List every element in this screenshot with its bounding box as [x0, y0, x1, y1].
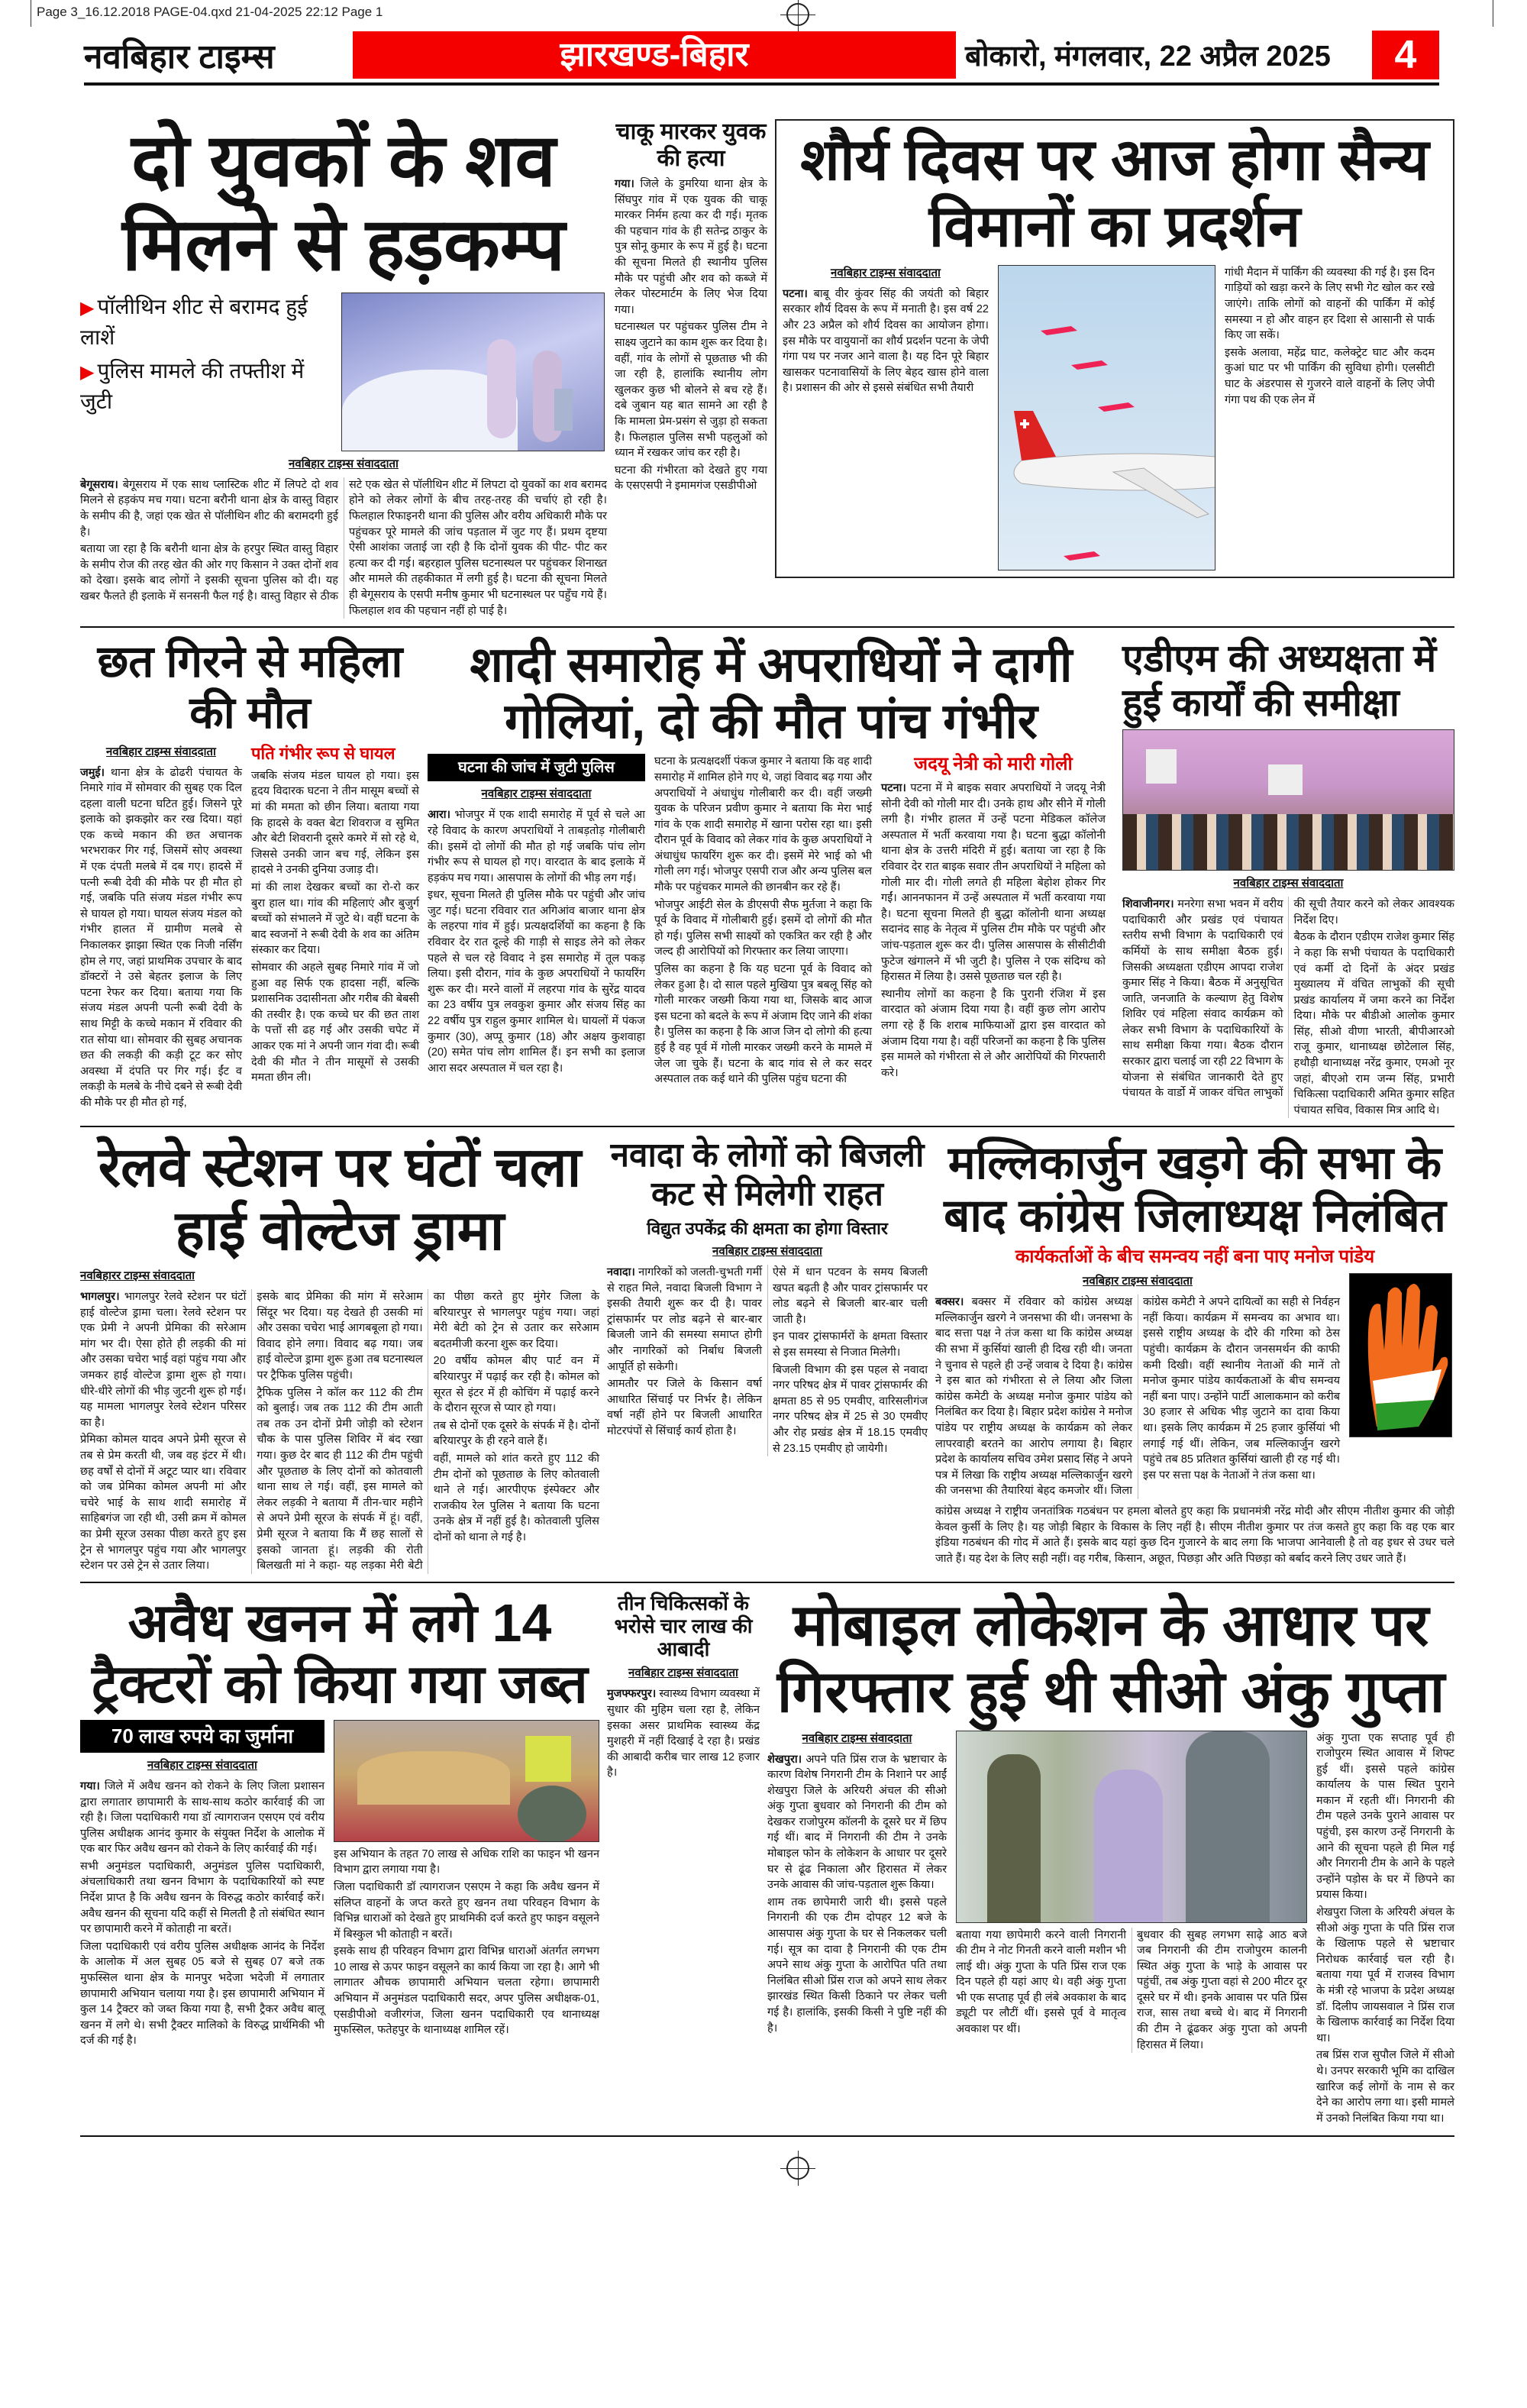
- story-body: [881, 781, 1106, 1082]
- triangle-bullet-icon: ▶: [80, 297, 95, 318]
- story-body: [767, 1752, 947, 2038]
- story-columns: [80, 1720, 599, 2051]
- hand-symbol-icon: [1350, 1274, 1452, 1437]
- paragraph: गया। जिले में अवैध खनन को रोकने के लिए जिला प्रशासन द्वारा लगातार छापामारी के साथ-साथ कठोर कार्रवाई की जा रही है। जिला पदाधिकारी गया डॉ त्यागराजन एसएम एवं वरीय पुलिस अधीक्षक आनंद कुमार के संयुक्त निर्देश के आलोक में एक बार फिर अवैध खनन को रोकने के लिए कार्रवाई की गई।: [80, 1779, 324, 1856]
- paragraph: 20 वर्षीय कोमल बीए पार्ट वन में बरियारपुर में पढ़ाई कर रही है। कोमल को सूरत से इंटर में ही कोचिंग में पढ़ाई करने के दौरान सूरज से प्यार हो गया।: [433, 1355, 599, 1415]
- story-knife-murder: [615, 119, 767, 496]
- paragraph: पटना। पटना में मे बाइक सवार अपराधियों ने जदयू नेत्री सोनी देवी को गोली मार दी। उनके हाथ और सीने में गोली लगी है। गंभीर हालत में उन्हें पटना मेडिकल कॉलेज अस्पताल में भर्ती करवाया गया है। घटना बुद्धा कॉलोनी थाना क्षेत्र के उत्तरी मंदिरी में हुई। बताया जा रहा है कि रविवार देर रात बाइक सवार तीन अपराधियों ने महिला को गोली मार दी। गोली लगते ही महिला बेहोश होकर गिर गईं। आननफानन में उन्हें अस्पताल में भर्ती करवाया गया है। घटना सूचना मिलते ही बुद्धा कॉलोनी थाना अध्यक्ष सदानंद साह के नेतृत्व में पुलिस टीम मौके पर पहुंची और जांच-पड़ताल शुरू कर दी। पुलिस आसपास के सीसीटीवी फुटेज खंगालने में भी जुटी है। पुलिस ने एक संदिग्ध को हिरासत में लिया है। उससे पूछताछ चल रही है।: [881, 782, 1106, 984]
- aircraft-illustration: [999, 266, 1215, 570]
- paragraph: बेगूसराय। बेगूसराय में एक साथ प्लास्टिक शीट में लिपटे दो शव मिलने से हड़कंप मच गया। घटना बरौनी थाना क्षेत्र के वास्तु विहार के समीप की है, जहां एक खेत से पॉलीथिन शीट की बरामदगी हुई है।: [80, 478, 338, 538]
- paragraph: कांग्रेस अध्यक्ष ने राष्ट्रीय जनतांत्रिक गठबंधन पर हमला बोलते हुए कहा कि प्रधानमंत्री नरेंद्र मोदी और सीएम नीतीश कुमार की जोड़ी केवल कुर्सी के लिए है। यह जोड़ी बिहार के विकास के लिए नहीं है। सीएम नीतीश कुमार पर तंज कसते हुए कहा कि वह एक बार इंडिया गठबंधन की गोद में आते हैं। इसके बाद यहां कुछ दिन गुजारने के बाद लगा कि भाजपा आनेवाली है तो वह इधर से उधर चले जाते हैं। यह देश के लिए सही नहीं। वह गरीब, किसान, अछूत, पिछड़ा और अति पिछड़ा को बर्बाद करने लिए उधर जाते हैं।: [935, 1505, 1454, 1565]
- subheadline: विद्युत उपकेंद्र की क्षमता का होगा विस्तार: [647, 1218, 888, 1238]
- story-adm-review: [1122, 637, 1454, 1118]
- headline: नवादा के लोगों को बिजली कट से मिलेगी राहत: [610, 1136, 925, 1214]
- headline: शादी समारोह में अपराधियों ने दागी गोलियां, दो की मौत पांच गंभीर: [470, 637, 1073, 748]
- story-body: [956, 1928, 1307, 2054]
- subheadline: पति गंभीर रूप से घायल: [251, 743, 395, 763]
- byline: नवबिहार टाइम्स संवाददाता: [289, 457, 399, 470]
- headline: तीन चिकित्सकों के भरोसे चार लाख की आबादी: [614, 1591, 753, 1660]
- story-columns: [80, 744, 420, 1113]
- paragraph: बक्सर। बक्सर में रविवार को कांग्रेस अध्यक्ष मल्लिकार्जुन खरगे ने जनसभा की थी। जनसभा के बाद सत्ता पक्ष ने तंज कसा था कि कांग्रेस अध्यक्ष की सभा में कुर्सियां खाली ही दिख रही थी। जनता ने चुनाव से पहले ही उन्हें जवाब दे दिया है। कांग्रेस ने इस बात को गंभीरता से ले लिया और जिला कांग्रेस कमेटी के अध्यक्ष मनोज कुमार पांडेय को निलंबित कर दिया है। बिहार प्रदेश कांग्रेस ने मनोज पांडेय पर राष्ट्रीय अध्यक्ष के कार्यक्रम को लेकर लापरवाही बरतने का आरोप लगाया है। बिहार प्रदेश के कार्यालय सचिव उमेश प्रसाद सिंह ने अपने पत्र में लिखा कि राष्ट्रीय अध्यक्ष मल्लिकार्जुन खरगे की जनसभा की तैयारियां बेहद कमजोर थीं। जिला कांग्रेस कमेटी ने अपने दायित्वों का सही से निर्वहन नहीं किया। कार्यक्रम में समन्वय का अभाव था। इससे राष्ट्रीय अध्यक्ष के दौरे की गरिमा को ठेस पहुंची। कार्यक्रम के दौरान जनसमर्थन की काफी कमी दिखी। वहीं स्थानीय नेताओं की मानें तो मनोज कुमार पांडेय कार्यकताओं के बीच समन्वय नहीं बना पाए। उन्होंने पार्टी आलाकमान को करीब 30 हजार से अधिक भीड़ जुटाने का दावा किया था। इसके लिए कार्यक्रम में 25 हजार कुर्सियां भी लगाई गई थीं। लेकिन, जब मल्लिकार्जुन खरगे पहुंचे तब 85 प्रतिशत कुर्सियां खाली ही रह गई थी। इस पर सत्ता पक्ष के नेताओं ने तंज कसा था।: [935, 1296, 1340, 1498]
- paragraph: बताया जा रहा है कि बरौनी थाना क्षेत्र के हरपुर स्थित वास्तु विहार के समीप रोज की तरह खेत की ओर गए किसान ने उक्त दोनों शव को देखा। इसके बाद लोगों ने इसकी सूचना पुलिस को दी। यह खबर फैलते ही इलाके में सनसनी फैल गई है। वास्तु विहार से ठीक सटे एक खेत से पॉलीथिन शीट में लिपटा दो युवकों का शव बरामद होने को लेकर लोगों के बीच तरह-तरह की चर्चाएं हो रही है। फिलहाल रिफाइनरी थाना की पुलिस और वरीय अधिकारी मौके पर पहुंचकर पूरे मामले की जांच पड़ताल में जुट गए हैं। प्रथम दृष्टया ऐसी आशंका जताई जा रही है कि दोनों युवक की पीट- पीट कर हत्या कर दी गई। बहरहाल पुलिस घटनास्थल पर पहुंचकर शिनाख्त और मामले की तहकीकात में लगी हुई है। घटना की सूचना मिलते ही बेगूसराय के एसपी मनीष कुमार भी घटनास्थल पर पहुँच गये हैं। फिलहाल शव की पहचान नहीं हो पाई है।: [80, 478, 607, 617]
- story-body: [1225, 265, 1435, 409]
- paragraph: इसके बाद प्रेमिका की मांग में सरेआम सिंदूर भर दिया। यह देखते ही उसकी मां और उसका चचेरा भाई आगबबूला हो गया। विवाद होने लगा। विवाद बढ़ गया। जब हाई वोल्टेज ड्रामा शुरू हुआ तब घटनास्थल पर ट्रैफिक पुलिस पहुंची।: [257, 1291, 423, 1382]
- congress-hand-logo: [1349, 1273, 1452, 1437]
- story-body: [80, 1289, 599, 1574]
- story-label: घटना की जांच में जुटी पुलिस: [428, 754, 645, 781]
- paragraph: इसके साथ ही परिवहन विभाग द्वारा विभिन्न धाराओं अंतर्गत लगभग 10 लाख से ऊपर फाइन वसूलने का कार्य किया जा रहा है। आगे भी लागातर औचक छापामारी अभियान चलता रहेगा। छापामारी अभियान में अनुमंडल पदाधिकारी सदर, अपर पुलिस अधीक्षक-01, एसडीपीओ वजीरगंज, जिला खनन पदाधिकारी एव थानाध्यक्ष मुफस्सिल, फतेहपुर के थानाध्यक्ष शामिल रहें।: [334, 1945, 599, 2037]
- paragraph: इसके अलावा, महेंद्र घाट, कलेक्ट्रेट घाट और कदम कुआं घाट पर भी पार्किंग की सुविधा होगी। एलसीटी घाट के अंडरपास से गुजरने वाले वाहनों के लिए जेपी गंगा पथ की एक लेन में: [1225, 346, 1435, 406]
- story-column: [956, 1731, 1307, 2054]
- paragraph: आमतौर पर जिले के किसान वर्षा आधारित सिंचाई पर निर्भर है। लेकिन वर्षा नहीं होने पर बिजली आधारित मोटरपंपों से सिंचाई कार्य होता है।: [607, 1378, 762, 1437]
- headline: छत गिरने से महिला की मौत: [97, 637, 403, 738]
- byline: नवबिहार टाइम्स संवाददाता: [712, 1245, 822, 1259]
- story-roof-collapse: [80, 637, 420, 1112]
- byline: नवबिहारर टाइम्स संवाददाता: [80, 1269, 195, 1283]
- story-wedding-firing: [428, 637, 1115, 1089]
- story-column: [251, 744, 419, 1088]
- story-body: [654, 754, 872, 1088]
- story-nawada-power: [607, 1136, 928, 1456]
- story-shaurya-diwas: [775, 119, 1454, 578]
- registration-mark-icon: [786, 3, 809, 26]
- paragraph: शिवाजीनगर। मनरेगा सभा भवन में वरीय पदाधिकारी और प्रखंड एवं पंचायत स्तरीय सभी विभाग के पदाधिकारी एवं कर्मियों के साथ समीक्षा बैठक हुई। जिसकी अध्यक्षता एडीएम आपदा राजेश कुमार सिंह ने किया। बैठक में अनुसूचित जाति, जनजाति के कल्याण हेतु विशेष शिविर एवं महिला संवाद कार्यक्रम को लेकर सभी विभाग के पदाधिकारियों के साथ समीक्षा किया गया। बैठक दौरान सरकार द्वारा चलाई जा रही 22 विभाग के योजना से संबंधित जानकारी देते हुए पंचायत के वार्डो में जाकर वंचित लाभुकों की सूची तैयार करने को लेकर आवश्यक निर्देश दिए।: [1122, 898, 1454, 1100]
- story-body: [1122, 897, 1454, 1118]
- news-row: [80, 632, 1454, 1127]
- paragraph: इस अभियान के तहत 70 लाख से अधिक राशि का फाइन भी खनन विभाग द्वारा लगाया गया है।: [334, 1847, 599, 1876]
- paragraph: घटनास्थल पर पहुंचकर पुलिस टीम ने साक्ष्य जुटाने का काम शुरू कर दिया है। वहीं, गांव के लोगों से पूछताछ भी की जा रही है, हालांकि स्थानीय लोग खुलकर कुछ भी बोलने से बच रहे हैं। दबे जुबान यह बात सामने आ रही है कि मामला प्रेम-प्रसंग से जुड़ा हो सकता है। फिलहाल पुलिस सभी पहलुओं को ध्यान में रखकर जांच कर रही है।: [615, 321, 767, 460]
- story-railway-drama: [80, 1136, 599, 1573]
- paragraph: जबकि संजय मंडल घायल हो गया। इस हृदय विदारक घटना ने तीन मासूम बच्चों से मां की ममता को छीन लिया। बताया गया कि हादसे के वक्त बेटा शिवराज व सुमित और बेटी शिवरानी दूसरे कमरे में सो रहे थे, जिससे उनकी जान बच गई, लेकिन इस हादसे ने उनकी दुनिया उजाड़ दी।: [251, 769, 419, 877]
- dateline: बोकारो, मंगलवार, 22 अप्रैल 2025: [965, 40, 1331, 73]
- story-column: [654, 754, 872, 1088]
- highlights: [80, 293, 332, 416]
- paragraph: इन पावर ट्रांसफार्मरों के क्षमता विस्तार से इस समस्या से निजात मिलेगी।: [773, 1330, 928, 1359]
- paragraph: जिला पदाधिकारी एवं वरीय पुलिस अधीक्षक आनंद के निर्देश के आलोक में अल सुबह 05 बजे से सुबह 07 बजे तक मुफस्सिल थाना क्षेत्र के मानपुर भदेजा भदेजी में लगातार छापामारी अभियान चलाया गया है। इस छापामारी अभियान में कुल 14 ट्रैक्टर को जब्त किया गया है, सभी ट्रैकर अवैध बालू खनन में लगे थे। सभी ट्रैक्टर मालिको के विरुद्ध प्रार्थमिकी भी दर्ज की गई है।: [80, 1940, 324, 2048]
- story-body: [80, 765, 242, 1113]
- paragraph: प्रेमिका कोमल यादव अपने प्रेमी सूरज से तब से प्रेम करती थी, जब वह इंटर में थी। छह वर्षों से दोनों में अटूट प्यार था। रविवार को जब प्रेमिका कोमल अपनी मां और चचेरे भाई के साथ शादी समारोह में साहिबगंज जा रही थी, उसी क्रम में कोमल का प्रेमी सूरज उसका पीछा करते हुए इस ट्रेन से भागलपुर पहुंच गया और भागलपुर स्टेशन पर उसे ट्रेन से उतार लिया।: [80, 1433, 247, 1572]
- headline: रेलवे स्टेशन पर घंटों चला हाई वोल्टेज ड्रामा: [98, 1137, 582, 1262]
- masthead: [84, 31, 1439, 86]
- paragraph: बिजली विभाग की इस पहल से नवादा नगर परिषद क्षेत्र में पावर ट्रांसफार्मर की क्षमता 85 से 95 एमवीए, वारिसलीगंज नगर परिषद क्षेत्र में 25 से 30 एमवीए और रोह प्रखंड क्षेत्र में 18.15 एमवीए से 23.15 एमवीए हो जायेगी।: [773, 1363, 928, 1455]
- paragraph: बैठक के दौरान एडीएम राजेश कुमार सिंह ने कहा कि सभी पंचायत के पदाधिकारी एवं कर्मी दो दिनों के अंदर प्रखंड मुख्यालय में वंचित लाभुकों की सूची प्रखंड कार्यालय में जमा करने का निर्देश दिया। मौके पर बीडीओ आलोक कुमार सिंह, सीओ वीणा भारती, बीपीआरओ राजू कुमार, थानाध्यक्ष छोटेलाल सिंह, हथौड़ी थानाध्यक्ष नरेंद्र कुमार, एमओ नूर जहां, बीएओ राम जन्म सिंह, प्रभारी चिकित्सा पदाधिकारी अमित कुमार सहित पंचायत सचिव, विकास मित्र आदि थे।: [1293, 931, 1454, 1117]
- paragraph: वहीं, मामले को शांत करते हुए 112 की टीम दोनों को पूछताछ के लिए कोतवाली थाने ले गई। आरपीएफ इंस्पेक्टर और राजकीय रेल पुलिस ने बताया कि घटना उनके क्षेत्र में नहीं हुई है। कोतवाली पुलिस दोनों को थाना ले गई है।: [433, 1452, 599, 1543]
- story-column: [783, 265, 989, 398]
- story-body: [783, 286, 989, 398]
- story-body: [251, 768, 419, 1088]
- headline: मोबाइल लोकेशन के आधार पर गिरफ्तार हुई थी सीओ अंकु गुप्ता: [776, 1592, 1445, 1725]
- byline: नवबिहार टाइम्स संवाददाता: [106, 745, 216, 758]
- story-columns: [935, 1273, 1454, 1499]
- story-body: [935, 1504, 1454, 1568]
- news-row: [80, 1588, 1454, 2138]
- story-co-arrest: [767, 1592, 1454, 2128]
- paragraph: पटना। बाबू वीर कुंवर सिंह की जयंती को बिहार सरकार शौर्य दिवस के रूप में मनाती है। इस वर्ष 22 और 23 अप्रैल को शौर्य दिवस का आयोजन होगा। इस मौके पर वायुयानों का शौर्य प्रदर्शन पटना के जेपी गंगा पथ पर नजर आने वाला है। यह दिन पूरे बिहार खासकर पटनावासियों के लिए बेहद खास होने वाला है। प्रशासन की ओर से इससे संबंधित सभी तैयारी: [783, 287, 989, 395]
- story-body: [80, 477, 607, 619]
- highlight: ▶ पुलिस मामले की तफ्तीश में जुटी: [80, 358, 305, 413]
- story-body: [1316, 1731, 1454, 2128]
- story-label: 70 लाख रुपये का जुर्माना: [80, 1720, 324, 1753]
- byline: नवबिहार टाइम्स संवाददाता: [802, 1731, 912, 1745]
- byline: नवबिहार टाइम्स संवाददाता: [831, 266, 941, 280]
- paragraph: घटना के प्रत्यक्षदर्शी पंकज कुमार ने बताया कि वह शादी समारोह में शामिल होने गए थे, जहां विवाद बढ़ गया और अपराधियों ने अंधाधुंध गोलीबारी कर दी। वहीं जख्मी युवक के परिजन प्रवीण कुमार ने बताया कि मेरा भाई गांव के एक शादी समारोह में खाना परोस रहा था। इसी दौरान पूर्व के विवाद को लेकर गांव के कुछ अपराधियों ने अंधाधुंध फायरिंग शुरू कर दी। इसमें मेरे भाई को भी गोली लग गई। भोजपुर एसपी राज और अन्य पुलिस बल मौके पर पहुंचकर मामले की छानबीन कर रहे हैं।: [654, 755, 872, 894]
- story-illegal-mining: [80, 1592, 599, 2051]
- registration-mark-icon: [786, 2157, 809, 2180]
- paragraph: आरा। भोजपुर में एक शादी समारोह में पूर्व से चले आ रहे विवाद के कारण अपराधियों ने ताबड़तोड़ गोलीबारी की। इसमें दो लोगों की मौत हो गई जबकि पांच लोग गंभीर रूप से घायल हो गए। वारदात के बाद इलाके में हड़कंप मच गया। आसपास के लोगों की भीड़ लग गई।: [428, 809, 645, 884]
- story-column: [80, 1720, 324, 2051]
- news-photo-arrest: [956, 1731, 1307, 1923]
- story-body: [607, 1686, 760, 1783]
- headline: अवैध खनन में लगे 14 ट्रैक्टरों को किया गया जब्त: [92, 1592, 588, 1715]
- paragraph: बताया गया छापेमारी करने वाली निगरानी की टीम ने नोट गिनती करने वाली मशीन भी लाई थी। अंकु गुप्ता के पति प्रिंस राज एक दिन पहले ही यहां आए थे। वही अंकु गुप्ता भी एक सप्ताह पूर्व ही लंबे अवकाश के बाद ड्यूटी पर लौटीं थीं। इससे पूर्व वे मातृत्व अवकाश पर थीं।: [956, 1928, 1126, 2036]
- story-body: [428, 807, 645, 1078]
- masthead-title: नवबिहार टाइम्स: [84, 38, 275, 76]
- headline: एडीएम की अध्यक्षता में हुई कार्यों की समीक्षा: [1122, 637, 1437, 724]
- paragraph: गांधी मैदान में पार्किंग की व्यवस्था की गई है। इस दिन गाड़ियों को खड़ा करने के लिए सभी गेट खोल कर रखे जाएंगे। ताकि लोगों को वाहनों की पार्किंग में कोई समस्या न हो और वाहन हर दिशा से आसानी से पार्क किए जा सकें।: [1225, 266, 1435, 342]
- story-jdu-leader-shot: [881, 754, 1106, 1082]
- story-doctors-shortage: [607, 1592, 760, 1783]
- paragraph: बुधवार की सुबह लगभग साढ़े आठ बजे जब निगरानी की टीम राजोपुरम कालनी स्थित अंकु गुप्ता के भाड़े के आवास पर पहुंचीं, तब अंकु गुप्ता वहां से 200 मीटर दूर दूसरे घर में थी। इनके आवास पर पति प्रिंस राज, सास तथा बच्चे थे। बाद में निगरानी की टीम ने ढूंढकर अंकु गुप्ता को अपनी हिरासत में लिया।: [1137, 1928, 1307, 2051]
- story-column: [935, 1273, 1340, 1499]
- news-photo-tractors: [334, 1720, 599, 1842]
- story-column: [334, 1720, 599, 2040]
- news-photo-morgue: [341, 293, 605, 451]
- headline: मल्लिकार्जुन खड़गे की सभा के बाद कांग्रेस जिलाध्यक्ष निलंबित: [944, 1137, 1446, 1242]
- paragraph: इधर, सूचना मिलते ही पुलिस मौके पर पहुंची और जांच जुट गई। घटना रविवार रात अगिआंव बाजार थाना क्षेत्र के लहरपा गांव में हुई। प्रत्यक्षदर्शियों का कहना है कि रविवार देर रात दूल्हे की गाड़ी से साइड लेने को लेकर पहले से चल रहे विवाद ने इस समारोह में तूल पकड़ लिया। इसी दौरान, गांव के कुछ अपराधियों ने फायरिंग शुरू कर दी। मरने वालों में लहरपा गांव के सुरेंद्र यादव का 23 वर्षीय पुत्र लवकुश कुमार और संजय सिंह का 22 वर्षीय पुत्र राहुल कुमार शामिल थे। घायलों में पंकज कुमार (30), अप्पू कुमार (18) और अक्षय कुशवाहा (20) समेत पांच लोग शामिल हैं। इन सभी का इलाज आरा सदर अस्पताल में चल रहा है।: [428, 889, 645, 1075]
- paragraph: घटना की गंभीरता को देखते हुए गया के एसएसपी ने इमामगंज एसडीपीओ: [615, 464, 767, 493]
- paragraph: ऐसे में धान पटवन के समय बिजली खपत बढ़ती है और पावर ट्रांसफार्मर पर लोड बढ़ने से बिजली बार-बार चली जाती है।: [773, 1266, 928, 1326]
- paragraph: भोजपुर आईटी सेल के डीएसपी सैफ मुर्तजा ने कहा कि पूर्व के विवाद में गोलीबारी हुई। इसमें दो लोगों की मौत हो गई। पुलिस सभी साक्ष्यों को एकत्रित कर रही है और जल्द ही आरोपियों को गिरफ्तार कर लिया जाएगा।: [654, 898, 872, 958]
- page-footer: [80, 2141, 1454, 2187]
- subheadline: कार्यकर्ताओं के बीच समन्वय नहीं बना पाए मनोज पांडेय: [1015, 1246, 1375, 1268]
- byline: नवबिहार टाइम्स संवाददाता: [481, 787, 592, 801]
- paragraph: शाम तक छापेमारी जारी थी। इससे पहले निगरानी की एक टीम दोपहर 12 बजे के आसपास अंकु गुप्ता के घर से निकलकर चली गई। सूत्र का दावा है निगरानी की एक टीम अपने साथ अंकु गुप्ता के आरोपित पति तथा निलंबित सीओ प्रिंस राज को अपने साथ लेकर झारखंड स्थित किसी ठिकाने पर लेकर चली गई है। हालांकि, इसकी किसी ने पुष्टि नहीं की है।: [767, 1896, 947, 2035]
- byline: नवबिहार टाइम्स संवाददाता: [147, 1758, 257, 1772]
- paragraph: अंकु गुप्ता एक सप्ताह पूर्व ही राजोपुरम स्थित आवास में शिफ्ट हुई थीं। इससे पहले कांग्रेस कार्यालय के पास स्थित पुराने मकान में रहती थीं। निगरानी की टीम पहले उनके पुराने आवास पर पहुंची, इस कारण उन्हें निगरानी के आने की सूचना पहले ही मिल गई और निगरानी टीम के आने के पहले उन्होंने पड़ोस के घर में छिपने का प्रयास किया।: [1316, 1731, 1454, 1902]
- story-body: [334, 1847, 599, 2040]
- byline: नवबिहार टाइम्स संवाददाता: [1083, 1275, 1193, 1288]
- story-body: [607, 1265, 928, 1456]
- story-body: [935, 1295, 1340, 1499]
- story-lead: [80, 293, 607, 451]
- paragraph: जिला पदाधिकारी डॉ त्यागराजन एसएम ने कहा कि अवैध खनन में संलिप्त वाहनों के जप्त करते हुए खनन तथा परिवहन विभाग के विभिन्न धाराओं को देखते हुए प्राथमिकी दर्ज करते हुए फाइन वसूलने में बिस्कुल भी कोताही न बरतें।: [334, 1880, 599, 1941]
- page-content: [80, 115, 1454, 2187]
- story-column: [1316, 1731, 1454, 2128]
- byline: नवबिहार टाइम्स संवाददाता: [1233, 877, 1344, 890]
- paragraph: नवादा। नागरिकों को जलती-चुभती गर्मी से राहत मिले, नवादा बिजली विभाग ने इसकी तैयारी शुरू कर दी है। पावर ट्रांसफार्मर पर लोड बढ़ने से बार-बार बिजली जाने की समस्या समाप्त होगी और नागरिकों को निर्बाध बिजली आपूर्ति हो सकेगी।: [607, 1266, 762, 1373]
- paragraph: स्थानीय लोगों का कहना है कि पुरानी रंजिश में इस वारदात को अंजाम दिया गया है। वहीं कुछ लोग आरोप लगा रहे हैं कि शराब माफियाओं द्वारा इस वारदात को अंजाम दिया गया है। वहीं परिजनों का कहना है कि पुलिस इस मामले को गंभीरता से ले और आरोपियों की गिरफ्तारी करे।: [881, 987, 1106, 1079]
- story-body: [80, 1779, 324, 2051]
- story-body: [615, 176, 767, 496]
- headline: दो युवकों के शव मिलने से हड़कम्प: [121, 120, 566, 286]
- highlight: ▶ पॉलीथिन शीट से बरामद हुई लाशें: [80, 294, 308, 349]
- paragraph: सोमवार की अहले सुबह निमारे गांव में जो हुआ वह सिर्फ एक हादसा नहीं, बल्कि प्रशासनिक उदासीनता और गरीब की बेबसी की तस्वीर है। एक कच्चे घर की छत ताश के पत्तों सी ढह गई और उसकी चपेट में आकर एक मां ने अपनी जान गंवा दी। रूबी देवी की मौत ने तीन मासूमों से उसकी ममता छीन ली।: [251, 962, 419, 1084]
- file-info: Page 3_16.12.2018 PAGE-04.qxd 21-04-2025 22:12 Page 1: [37, 5, 383, 19]
- paragraph: पुलिस का कहना है कि यह घटना पूर्व के विवाद को लेकर हुआ है। दो साल पहले मुखिया पुत्र बबलू सिंह को गोली मारकर जख्मी किया गया था, जिसके बाद आज इस घटना को बदले के रूप में अंजाम दिए जाने की शंका है। पुलिस का कहना है कि आज जिन दो लोगो की हत्या हुई है वह पूर्व में गोली मारकर जख्मी करने के मामले में जेल जा चुके हैं। घटना के बाद गांव से ले कर सदर अस्पताल तक कई थाने की पुलिस पहुंच घटना की: [654, 963, 872, 1086]
- paragraph: मां की लाश देखकर बच्चों का रो-रो कर बुरा हाल था। गांव की महिलाएं और बुजुर्ग बच्चों को संभालने में जुटे थे। वहीं घटना के बाद स्वजनों ने रूबी देवी के शव का अंतिम संस्कार कर दिया।: [251, 881, 419, 957]
- paragraph: तब से दोनों एक दूसरे के संपर्क में है। दोनों बरियारपुर के ही रहने वाले हैं।: [433, 1419, 599, 1448]
- paragraph: गया। जिले के डुमरिया थाना क्षेत्र के सिंघपुर गांव में एक युवक की चाकू मारकर निर्मम हत्या कर दी गई। मृतक की पहचान गांव के ही सतेन्द्र ठाकुर के पुत्र सोनू कुमार के रूप में हुई है। घटना की सूचना मिलते ही स्थानीय पुलिस मौके पर पहुंची और शव को कब्जे में लेकर पोस्टमार्टम के लिए भेज दिया गया।: [615, 178, 767, 316]
- story-column: [1225, 265, 1435, 409]
- paragraph: तब प्रिंस राज सुपौल जिले में सीओ थे। उनपर सरकारी भूमि का दाखिल खारिज कई लोगों के नाम से कर देने का आरोप लगा था। इसी मामले में उनको निलंबित किया गया था।: [1316, 2049, 1454, 2125]
- paragraph: शेखपुरा जिला के अरियरी अंचल के सीओ अंकु गुप्ता के पति प्रिंस राज के खिलाफ पहले से भ्रष्टाचार निरोधक कार्रवाई चल रही है। बताया गया पूर्व में राजस्व विभाग के मंत्री रहे भाजपा के प्रदेश अध्यक्ष डॉ. दिलीप जायसवाल ने प्रिंस राज के खिलाफ कार्रवाई का निर्देश दिया था।: [1316, 1906, 1454, 2044]
- paragraph: मुजफ्फरपुर। स्वास्थ्य विभाग व्यवस्था में सुधार की मुहिम चला रहा है, लेकिन इसका असर प्राथमिक स्वास्थ्य केंद्र मुशहरी में नहीं दिखाई दे रहा है। प्रखंड की आबादी करीब चार लाख 12 हजार है।: [607, 1688, 760, 1779]
- headline: चाकू मारकर युवक की हत्या: [615, 119, 767, 171]
- headline: शौर्य दिवस पर आज होगा सैन्य विमानों का प्रदर्शन: [800, 128, 1429, 260]
- byline: नवबिहार टाइम्स संवाददाता: [628, 1666, 738, 1680]
- paragraph: जमुई। थाना क्षेत्र के ढोढरी पंचायत के निमारे गांव में सोमवार की सुबह एक दिल दहला वाली घटना घटित हुई। जिसने पूरे इलाके को झकझोर कर रख दिया। यहां एक कच्चे मकान की छत अचानक भरभराकर गिर गई, जिसमें सोए अवस्था में एक दंपती मलबे में दब गए। हादसे में पत्नी रूबी देवी की मौके पर ही मौत हो गई, जबकि पति संजय मंडल गंभीर रूप से घायल हो गया। घायल संजय मंडल को गंभीर हालत में ग्रामीण मलबे से निकालकर झाझा स्थित एक निजी नर्सिंग होम ले गए, जहां प्राथमिक उपचार के बाद डॉक्टरों ने उसे बेहतर इलाज के लिए पटना रेफर कर दिया। बताया गया कि संजय मंडल अपनी पत्नी रूबी देवी के साथ मिट्टी के कच्चे मकान में रविवार की रात सोया था। सोमवार की सुबह अचानक छत की लकड़ी की कड़ी टूट कर सोए अवस्था में दंपति पर गिर गई। ईंट व लकड़ी के मलबे के नीचे दबने से रूबी देवी की मौके पर ही मौत हो गई,: [80, 766, 242, 1109]
- story-columns: [767, 1731, 1454, 2128]
- section-banner: झारखण्ड-बिहार: [353, 31, 956, 79]
- story-bodies-found: [80, 119, 607, 619]
- story-column: [428, 754, 645, 1078]
- story-column: [767, 1731, 947, 2038]
- story-columns: [783, 265, 1447, 570]
- triangle-bullet-icon: ▶: [80, 361, 95, 383]
- paragraph: भागलपुर। भागलपुर रेलवे स्टेशन पर घंटों हाई वोल्टेज ड्रामा चला। रेलवे स्टेशन पर एक प्रेमी ने अपनी प्रेमिका की सरेआम मांग भर दी। ऐसा होते ही लड़की की मां और उसका चचेरा भाई वहां पहुंच गया और जमकर हाई वोल्टेज ड्रामा शुरू हो गया। धीरे-धीरे लोगों की भीड़ जुटनी शुरू हो गई। यह मामला भागलपुर रेलवे स्टेशन परिसर का है।: [80, 1291, 247, 1429]
- paragraph: शेखपुरा। अपने पति प्रिंस राज के भ्रष्टाचार के कारण विशेष निगरानी टीम के निशाने पर आईं शेखपुरा जिले के अरियरी अंचल की सीओ अंकु गुप्ता बुधवार को निगरानी की टीम को देखकर राजोपुरम कॉलनी के दूसरे घर में छिप गई थीं। बाद में निगरानी की टीम ने उनके मोबाइल फोन के लोकेशन के आधार पर दूसरे घर से ढूंढ निकाला और हिरासत में लेकर उनके आवास की जांच-पड़ताल शुरू किया।: [767, 1753, 947, 1892]
- subheadline: जदयू नेत्री को मारी गोली: [914, 754, 1073, 775]
- news-row: [80, 115, 1454, 628]
- news-photo-meeting: [1122, 729, 1454, 871]
- story-congress-suspension: [935, 1136, 1454, 1568]
- story-column: [80, 744, 242, 1113]
- news-photo-aircraft: [998, 265, 1215, 570]
- paragraph: सभी अनुमंडल पदाधिकारी, अनुमंडल पुलिस पदाधिकारी, अंचलाधिकारी तथा खनन विभाग के पदाधिकारियों को स्पष्ट निर्देश प्राप्त है कि अवैध खनन के विरुद्ध कठोर कार्रवाई करें। अवैध खनन की सूचना यदि कहीं से मिलती है तो संबंधित स्थान पर छापामारी करने में कोताही ना बरतें।: [80, 1860, 324, 1936]
- paragraph: ट्रैफिक पुलिस ने कॉल कर 112 की टीम को बुलाई। जब तक 112 की टीम आती तब तक उन दोनों प्रेमी जोड़ी को स्टेशन चौक के पास पुलिस शिविर में बंद रखा गया। कुछ देर बाद ही 112 की टीम पहुंची और पूछताछ के लिए दोनों को कोतवाली थाना साथ ले गई। वहीं, इस मामले को लेकर लड़की ने बताया मैं तीन-चार महीने से अपने प्रेमी सूरज के संपर्क में हूं। वहीं, प्रेमी सूरज ने बताया कि मैं छह सालों से इसको जानता हूं। लड़की की रोती बिलखती मां ने कहा- यह लड़का मेरी बेटी का पीछा करते हुए मुंगेर जिला के बरियारपुर से भागलपुर पहुंच गया। जहां मेरी बेटी को ट्रेन से उतार कर सरेआम बदतमीजी करना शुरू कर दिया।: [257, 1291, 599, 1572]
- news-row: [80, 1132, 1454, 1582]
- page-number: 4: [1372, 31, 1439, 79]
- story-columns: [428, 754, 1115, 1088]
